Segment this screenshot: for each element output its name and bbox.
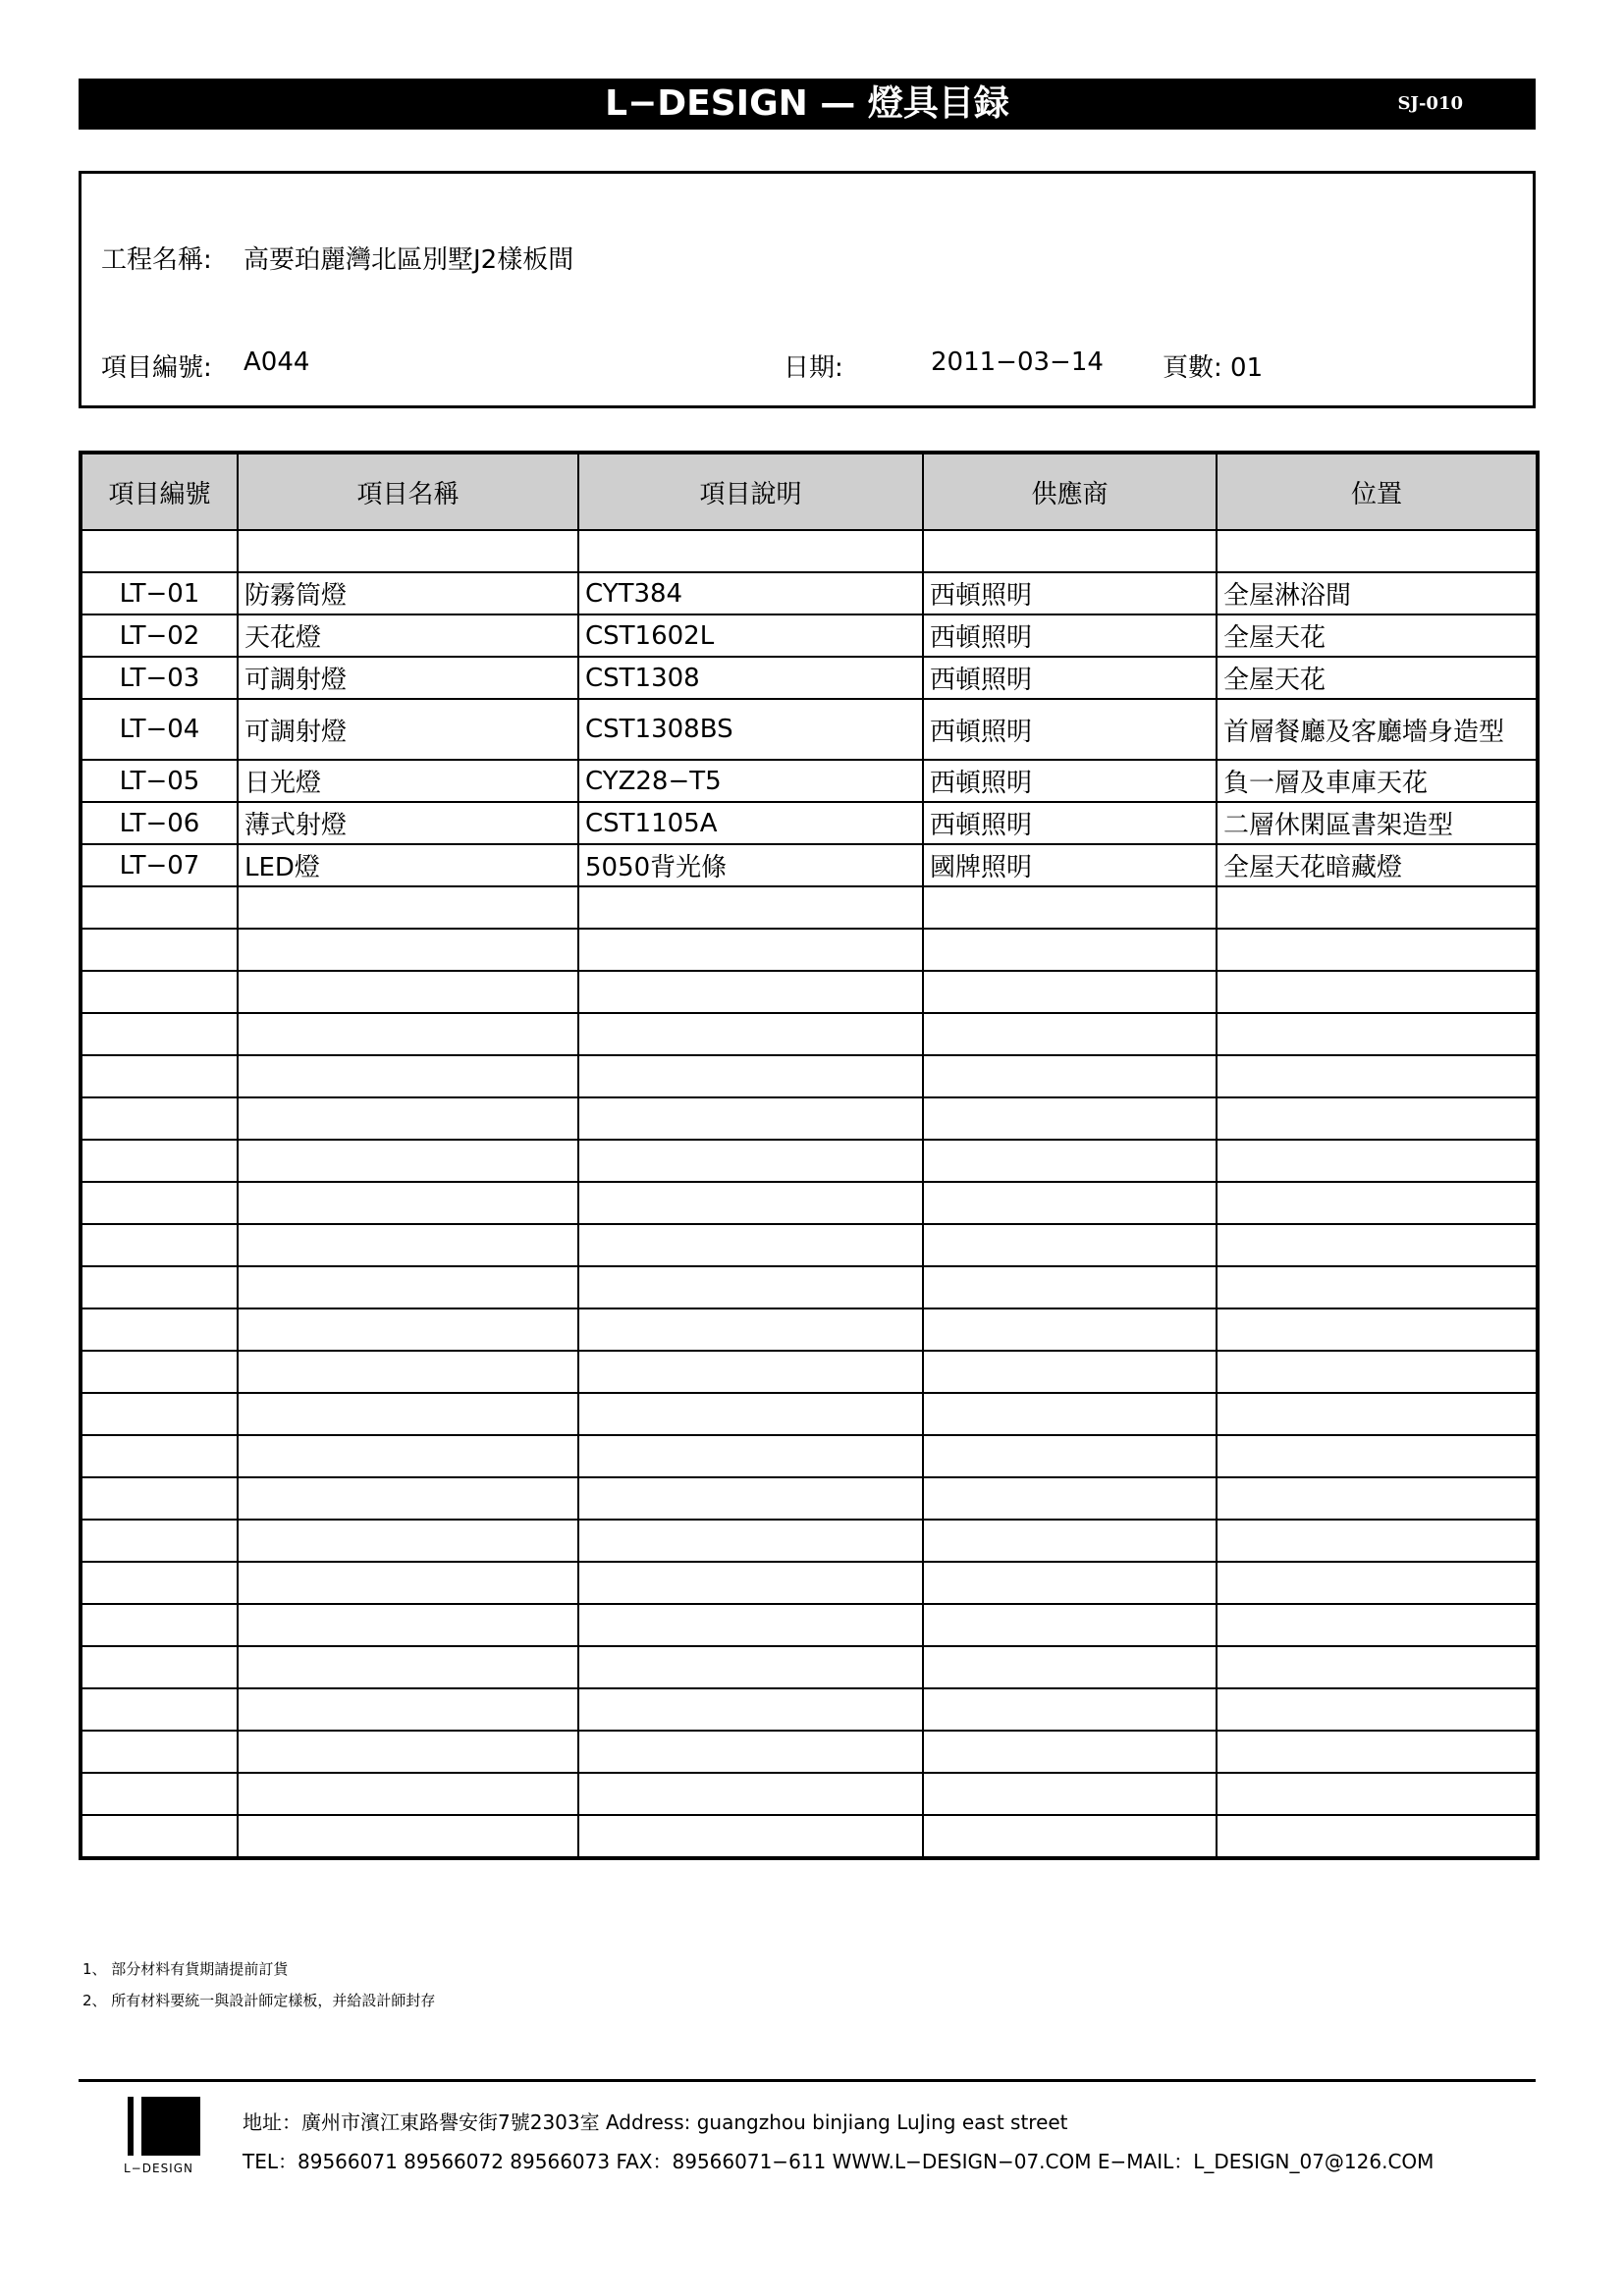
cell-item-number [81,1097,238,1140]
cell-item-number [81,1266,238,1308]
cell-item-name [238,1477,578,1520]
cell-item-number [81,1646,238,1688]
cell-location [1217,971,1538,1013]
table-row-empty [81,1393,1538,1435]
cell-item-number: LT−03 [81,657,238,699]
cell-item-description [578,1477,923,1520]
cell-supplier: 西頓照明 [923,760,1217,802]
cell-item-number: LT−05 [81,760,238,802]
cell-supplier [923,929,1217,971]
cell-supplier: 國牌照明 [923,844,1217,886]
footer-divider [79,2079,1536,2082]
cell-supplier [923,971,1217,1013]
cell-item-number [81,971,238,1013]
cell-location [1217,530,1538,572]
cell-item-number [81,1224,238,1266]
cell-item-name: LED燈 [238,844,578,886]
cell-item-name [238,1520,578,1562]
cell-supplier [923,1182,1217,1224]
cell-item-number [81,1435,238,1477]
column-header-supplier: 供應商 [923,453,1217,530]
footer-address: 地址：廣州市濱江東路譽安街7號2303室 Address: guangzhou binjiang LuJing east street [243,2110,1068,2134]
project-name-label: 工程名稱: [101,245,212,275]
cell-item-number: LT−07 [81,844,238,886]
cell-supplier [923,1477,1217,1520]
cell-location: 全屋天花暗藏燈 [1217,844,1538,886]
table-row-empty [81,1815,1538,1858]
column-header-item-number: 項目編號 [81,453,238,530]
cell-location: 全屋天花 [1217,657,1538,699]
cell-item-name [238,1351,578,1393]
cell-location [1217,1224,1538,1266]
cell-supplier [923,1055,1217,1097]
cell-location [1217,929,1538,971]
table-row [81,802,1538,844]
cell-supplier [923,1351,1217,1393]
table-row [81,760,1538,802]
cell-location [1217,1013,1538,1055]
cell-supplier [923,1013,1217,1055]
cell-location: 全屋天花 [1217,614,1538,657]
cell-item-number [81,1731,238,1773]
cell-item-number: LT−01 [81,572,238,614]
cell-supplier [923,1140,1217,1182]
cell-location [1217,1182,1538,1224]
cell-item-description: CST1308BS [578,699,923,760]
logo-wordmark: L−DESIGN [124,2162,193,2175]
cell-item-number [81,1393,238,1435]
cell-item-description [578,1351,923,1393]
cell-item-description [578,1773,923,1815]
cell-item-number [81,1815,238,1858]
cell-item-description [578,1688,923,1731]
cell-location [1217,1773,1538,1815]
cell-item-description: CST1308 [578,657,923,699]
cell-location [1217,1520,1538,1562]
cell-item-description [578,530,923,572]
cell-item-number [81,1140,238,1182]
column-header-item-name: 項目名稱 [238,453,578,530]
table-row-empty [81,1562,1538,1604]
cell-item-name [238,1731,578,1773]
cell-item-name [238,1266,578,1308]
date-value: 2011−03−14 [931,347,1104,377]
cell-item-description: CST1602L [578,614,923,657]
column-header-location: 位置 [1217,453,1538,530]
table-row-empty [81,1435,1538,1477]
cell-item-name [238,530,578,572]
table-row-empty [81,530,1538,572]
cell-item-name [238,1140,578,1182]
cell-item-description: CYZ28−T5 [578,760,923,802]
cell-location [1217,1815,1538,1858]
cell-supplier [923,886,1217,929]
cell-supplier [923,1604,1217,1646]
cell-location [1217,1562,1538,1604]
cell-item-name [238,1182,578,1224]
footer-contact: TEL：89566071 89566072 89566073 FAX：89566071−611 WWW.L−DESIGN−07.COM E−MAIL：L_DESIGN_07@126.COM [243,2150,1435,2173]
table-row-empty [81,1097,1538,1140]
cell-item-number [81,1562,238,1604]
table-row-empty [81,886,1538,929]
cell-item-description: CST1105A [578,802,923,844]
cell-item-description [578,1520,923,1562]
cell-item-description [578,1055,923,1097]
table-row-empty [81,1308,1538,1351]
title-bar [79,79,1536,130]
cell-location [1217,1351,1538,1393]
table-row-empty [81,1013,1538,1055]
cell-location [1217,886,1538,929]
note-2: 2、 所有材料要統一與設計師定樣板，并給設計師封存 [82,1992,436,2009]
cell-item-description [578,1182,923,1224]
cell-supplier [923,1815,1217,1858]
table-header-row [81,453,1538,530]
cell-item-description [578,1393,923,1435]
cell-location: 全屋淋浴間 [1217,572,1538,614]
cell-supplier: 西頓照明 [923,657,1217,699]
table-row-empty [81,1224,1538,1266]
cell-item-name [238,1646,578,1688]
table-row [81,614,1538,657]
cell-location [1217,1097,1538,1140]
column-header-item-description: 項目說明 [578,453,923,530]
date-label: 日期: [784,353,843,383]
table-row-empty [81,1351,1538,1393]
cell-item-number: LT−06 [81,802,238,844]
cell-supplier: 西頓照明 [923,699,1217,760]
cell-item-number [81,1477,238,1520]
page-title: L−DESIGN — 燈具目録 [605,83,1009,124]
cell-item-name [238,1815,578,1858]
document-code: SJ-010 [1397,93,1463,114]
cell-item-description [578,1646,923,1688]
table-row-empty [81,1773,1538,1815]
cell-item-number [81,1773,238,1815]
cell-item-description [578,1731,923,1773]
cell-item-description: CYT384 [578,572,923,614]
cell-item-description [578,1308,923,1351]
company-logo [128,2097,200,2156]
cell-item-description: 5050背光條 [578,844,923,886]
cell-item-number [81,1182,238,1224]
cell-supplier [923,1097,1217,1140]
cell-location: 負一層及車庫天花 [1217,760,1538,802]
cell-item-description [578,1815,923,1858]
cell-item-description [578,886,923,929]
table-row [81,572,1538,614]
cell-item-name [238,1435,578,1477]
lighting-items-table [79,451,1540,1860]
cell-location [1217,1055,1538,1097]
cell-item-number [81,929,238,971]
cell-item-description [578,1266,923,1308]
cell-location [1217,1266,1538,1308]
cell-location [1217,1393,1538,1435]
cell-item-description [578,1604,923,1646]
project-name-value: 高要珀麗灣北區別墅J2樣板間 [244,245,574,275]
cell-location [1217,1308,1538,1351]
cell-location [1217,1435,1538,1477]
table-row-empty [81,929,1538,971]
cell-item-name [238,886,578,929]
table-row-empty [81,1182,1538,1224]
cell-item-name [238,1013,578,1055]
cell-item-name [238,1688,578,1731]
cell-supplier [923,1731,1217,1773]
cell-item-number [81,886,238,929]
cell-item-name [238,1224,578,1266]
table-row [81,844,1538,886]
table-row-empty [81,1731,1538,1773]
cell-supplier [923,1435,1217,1477]
cell-location [1217,1604,1538,1646]
cell-item-name [238,971,578,1013]
cell-supplier [923,530,1217,572]
cell-location: 二層休閑區書架造型 [1217,802,1538,844]
cell-location: 首層餐廳及客廳墻身造型 [1217,699,1538,760]
cell-item-name: 可調射燈 [238,657,578,699]
cell-item-number [81,1055,238,1097]
cell-item-number [81,530,238,572]
cell-item-number [81,1013,238,1055]
cell-location [1217,1646,1538,1688]
cell-item-name: 日光燈 [238,760,578,802]
cell-supplier [923,1773,1217,1815]
cell-item-number: LT−04 [81,699,238,760]
cell-item-name [238,1308,578,1351]
cell-supplier [923,1562,1217,1604]
cell-location [1217,1140,1538,1182]
cell-item-description [578,1435,923,1477]
note-1: 1、 部分材料有貨期請提前訂貨 [82,1960,289,1978]
cell-item-name [238,1055,578,1097]
cell-supplier: 西頓照明 [923,572,1217,614]
cell-item-description [578,1097,923,1140]
cell-item-number: LT−02 [81,614,238,657]
cell-supplier: 西頓照明 [923,802,1217,844]
table-row-empty [81,1688,1538,1731]
cell-item-description [578,1562,923,1604]
cell-item-name [238,1604,578,1646]
cell-supplier [923,1308,1217,1351]
cell-item-name [238,1393,578,1435]
item-number-label: 項目編號: [101,353,212,383]
cell-item-number [81,1604,238,1646]
cell-item-number [81,1308,238,1351]
table-row [81,699,1538,760]
cell-supplier [923,1393,1217,1435]
cell-item-name: 可調射燈 [238,699,578,760]
cell-item-name: 防霧筒燈 [238,572,578,614]
cell-supplier [923,1224,1217,1266]
cell-item-number [81,1351,238,1393]
cell-supplier [923,1266,1217,1308]
item-number-value: A044 [244,347,310,377]
logo-bar-shape [128,2097,134,2156]
cell-location [1217,1477,1538,1520]
cell-item-number [81,1520,238,1562]
cell-supplier: 西頓照明 [923,614,1217,657]
cell-location [1217,1688,1538,1731]
cell-supplier [923,1646,1217,1688]
cell-item-name: 天花燈 [238,614,578,657]
cell-item-name [238,1097,578,1140]
table-row-empty [81,1520,1538,1562]
table-row-empty [81,1140,1538,1182]
cell-item-number [81,1688,238,1731]
cell-item-name [238,1562,578,1604]
table-row [81,657,1538,699]
cell-item-name: 薄式射燈 [238,802,578,844]
cell-item-description [578,1224,923,1266]
page-number: 頁數: 01 [1163,353,1264,383]
table-row-empty [81,1055,1538,1097]
table-row-empty [81,1266,1538,1308]
table-row-empty [81,971,1538,1013]
cell-item-description [578,1140,923,1182]
cell-item-description [578,929,923,971]
cell-supplier [923,1688,1217,1731]
cell-item-description [578,971,923,1013]
cell-item-name [238,929,578,971]
cell-item-description [578,1013,923,1055]
table-row-empty [81,1477,1538,1520]
table-row-empty [81,1646,1538,1688]
cell-supplier [923,1520,1217,1562]
cell-item-name [238,1773,578,1815]
logo-square-shape [141,2097,200,2156]
cell-location [1217,1731,1538,1773]
table-row-empty [81,1604,1538,1646]
